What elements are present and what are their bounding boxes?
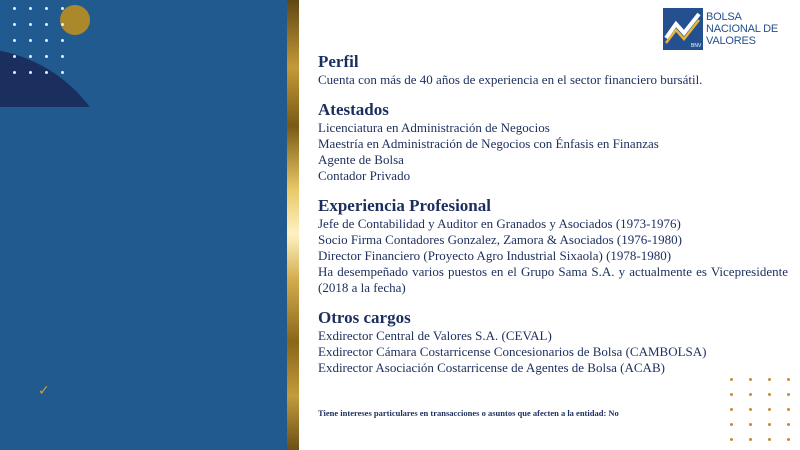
decorative-dot [29, 7, 32, 10]
decorative-dot [13, 39, 16, 42]
decorative-dot [61, 7, 64, 10]
decorative-dot [61, 71, 64, 74]
decorative-dot [29, 39, 32, 42]
section-title-experiencia: Experiencia Profesional [318, 196, 491, 215]
decorative-dot [61, 55, 64, 58]
check-icon: ✓ [38, 383, 50, 399]
decorative-dot [45, 71, 48, 74]
bnv-logo [663, 8, 783, 50]
decorative-dot [13, 55, 16, 58]
decorative-dot [61, 39, 64, 42]
decorative-dot [45, 23, 48, 26]
decorative-dot [45, 55, 48, 58]
experiencia-item: Jefe de Contabilidad y Auditor en Granados y Asociados (1973-1976) [318, 216, 681, 231]
decorative-dot [61, 23, 64, 26]
experiencia-item: Socio Firma Contadores Gonzalez, Zamora & Asociados (1976-1980) [318, 232, 682, 247]
logo-mark [663, 8, 703, 50]
decorative-dot [768, 438, 771, 441]
decorative-dot [768, 393, 771, 396]
decorative-dot [13, 7, 16, 10]
decorative-dot [787, 378, 790, 381]
logo-text: BOLSA NACIONAL DE VALORES [706, 11, 778, 47]
decorative-dot [730, 408, 733, 411]
atestado-item: Contador Privado [318, 168, 411, 183]
experiencia-item: Director Financiero (Proyecto Agro Industrial Sixaola) (1978-1980) [318, 248, 672, 263]
decorative-dot [29, 23, 32, 26]
decorative-dot [45, 39, 48, 42]
otros-item: Exdirector Cámara Costarricense Concesionarios de Bolsa (CAMBOLSA) [318, 344, 707, 359]
decorative-dots-bottom-right [730, 378, 800, 450]
decorative-dot [749, 378, 752, 381]
decorative-dot [13, 23, 16, 26]
decorative-dot [29, 71, 32, 74]
otros-item: Exdirector Asociación Costarricense de Agentes de Bolsa (ACAB) [318, 360, 665, 375]
gold-divider [287, 0, 299, 450]
decorative-dot [749, 393, 752, 396]
decorative-dot [730, 393, 733, 396]
decorative-dot [749, 438, 752, 441]
decorative-dot [730, 423, 733, 426]
decorative-dot [45, 7, 48, 10]
decorative-dot [787, 423, 790, 426]
decorative-dot [768, 408, 771, 411]
atestado-item: Maestría en Administración de Negocios con Énfasis en Finanzas [318, 136, 659, 151]
decorative-dots [13, 7, 83, 77]
decorative-dot [13, 71, 16, 74]
decorative-dot [730, 378, 733, 381]
atestado-item: Agente de Bolsa [318, 152, 404, 167]
section-title-otros: Otros cargos [318, 308, 411, 327]
decorative-dot [768, 378, 771, 381]
decorative-dot [787, 408, 790, 411]
decorative-dot [768, 423, 771, 426]
decorative-dot [787, 438, 790, 441]
section-title-atestados: Atestados [318, 100, 389, 119]
perfil-line: Cuenta con más de 40 años de experiencia en el sector financiero bursátil. [318, 72, 703, 87]
otros-item: Exdirector Central de Valores S.A. (CEVAL) [318, 328, 552, 343]
bio-content [318, 52, 788, 376]
decorative-dot [730, 438, 733, 441]
profile-panel [0, 0, 287, 450]
conflict-of-interest-note: Tiene intereses particulares en transacciones o asuntos que afecten a la entidad: No [318, 408, 619, 418]
decorative-dot [749, 408, 752, 411]
section-title-perfil: Perfil [318, 52, 359, 71]
logo-badge: BNV [691, 43, 702, 49]
experiencia-item: Ha desempeñado varios puestos en el Grupo Sama S.A. y actualmente es Vicepresidente (2018 a la fecha) [318, 264, 788, 295]
decorative-dot [29, 55, 32, 58]
decorative-dot [749, 423, 752, 426]
decorative-dot [787, 393, 790, 396]
atestado-item: Licenciatura en Administración de Negocios [318, 120, 550, 135]
